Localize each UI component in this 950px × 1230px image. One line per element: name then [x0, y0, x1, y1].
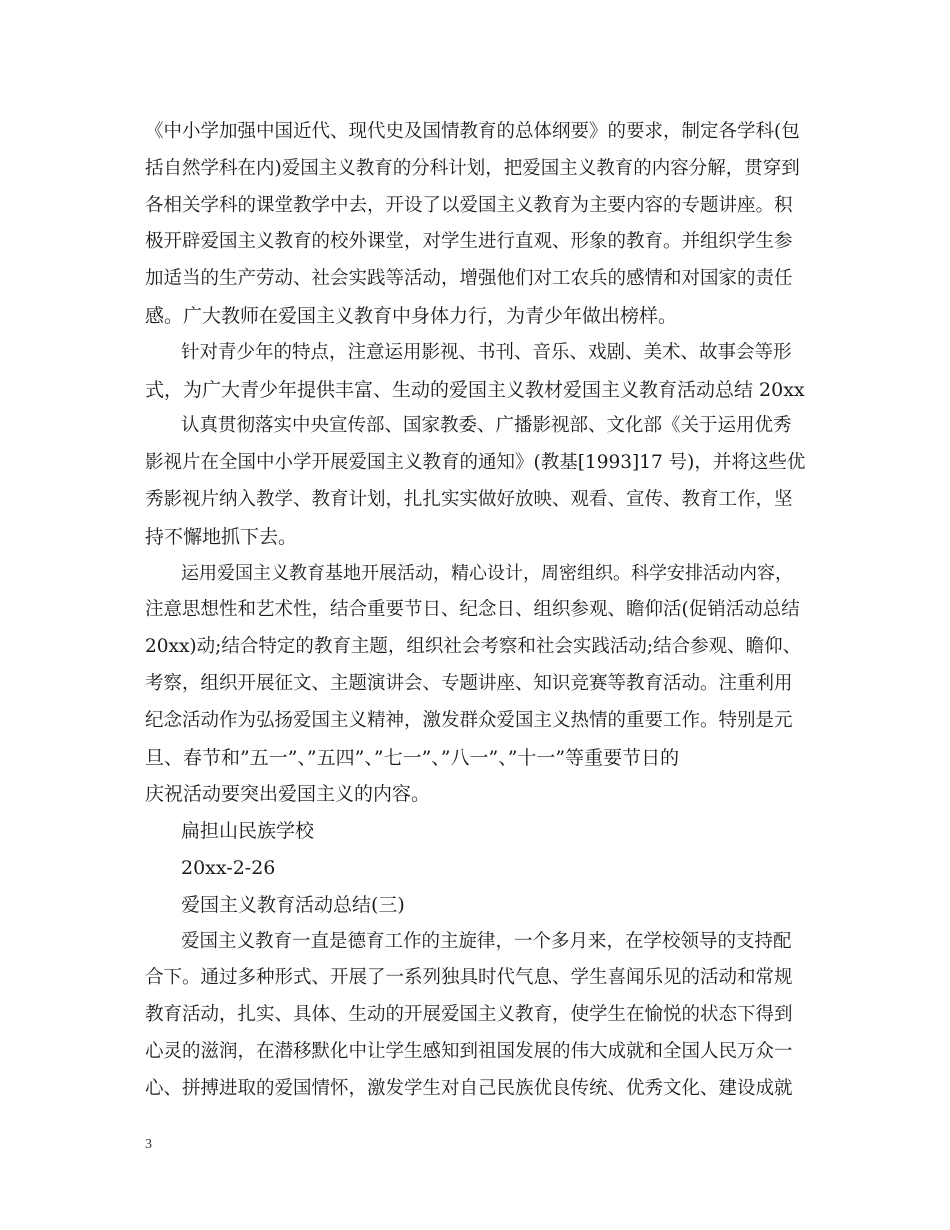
- text-line: 式，为广大青少年提供丰富、生动的爱国主义教材爱国主义教育活动总结 20xx: [145, 378, 805, 401]
- text-line: 20xx)动;结合特定的教育主题，组织社会考察和社会实践活动;结合参观、瞻仰、: [145, 636, 802, 658]
- text-line: 加适当的生产劳动、社会实践等活动，增强他们对工农兵的感情和对国家的责任: [145, 268, 793, 290]
- text-line: 括自然学科在内)爱国主义教育的分科计划，把爱国主义教育的内容分解，贯穿到: [145, 157, 800, 179]
- text-line: 极开辟爱国主义教育的校外课堂，对学生进行直观、形象的教育。并组织学生参: [145, 231, 793, 253]
- text-line: 心、拼搏进取的爱国情怀，激发学生对自己民族优良传统、优秀文化、建设成就: [145, 1077, 793, 1099]
- page-number: 3: [145, 1137, 152, 1152]
- text-line: 持不懈地抓下去。: [145, 525, 298, 548]
- text-line: 心灵的滋润，在潜移默化中让学生感知到祖国发展的伟大成就和全国人民万众一: [145, 1040, 793, 1062]
- text-line: 旦、春节和”五一”、”五四”、”七一”、”八一”、”十一”等重要节日的: [145, 746, 680, 769]
- text-line: 秀影视片纳入教学、教育计划，扎扎实实做好放映、观看、宣传、教育工作，坚: [145, 488, 793, 510]
- document-body: [145, 114, 807, 1108]
- text-line: 爱国主义教育一直是德育工作的主旋律，一个多月来，在学校领导的支持配: [181, 930, 792, 952]
- text-line: 教育活动，扎实、具体、生动的开展爱国主义教育，使学生在愉悦的状态下得到: [145, 1004, 793, 1026]
- text-line: 合下。通过多种形式、开展了一系列独具时代气息、学生喜闻乐见的活动和常规: [145, 967, 793, 989]
- text-line: 爱国主义教育活动总结(三): [181, 893, 405, 916]
- text-line: 针对青少年的特点，注意运用影视、书刊、音乐、戏剧、美术、故事会等形: [181, 341, 792, 363]
- text-line: 扁担山民族学校: [181, 820, 315, 843]
- text-line: 认真贯彻落实中央宣传部、国家教委、广播影视部、文化部《关于运用优秀: [181, 415, 792, 437]
- text-line: 考察，组织开展征文、主题演讲会、专题讲座、知识竞赛等教育活动。注重利用: [145, 672, 793, 694]
- text-line: 注意思想性和艺术性，结合重要节日、纪念日、组织参观、瞻仰活(促销活动总结: [145, 599, 800, 621]
- text-line: 《中小学加强中国近代、现代史及国情教育的总体纲要》的要求，制定各学科(包: [145, 121, 800, 142]
- text-line: 各相关学科的课堂教学中去，开设了以爱国主义教育为主要内容的专题讲座。积: [145, 194, 793, 216]
- text-line: 运用爱国主义教育基地开展活动，精心设计，周密组织。科学安排活动内容，: [181, 562, 793, 584]
- text-line: 纪念活动作为弘扬爱国主义精神，激发群众爱国主义热情的重要工作。特别是元: [145, 709, 793, 731]
- text-line: 感。广大教师在爱国主义教育中身体力行，为青少年做出榜样。: [145, 304, 678, 327]
- text-line: 20xx-2-26: [181, 856, 276, 879]
- text-line: 庆祝活动要突出爱国主义的内容。: [145, 783, 431, 806]
- text-line: 影视片在全国中小学开展爱国主义教育的通知》(教基[1993]17 号)，并将这些优: [145, 452, 806, 474]
